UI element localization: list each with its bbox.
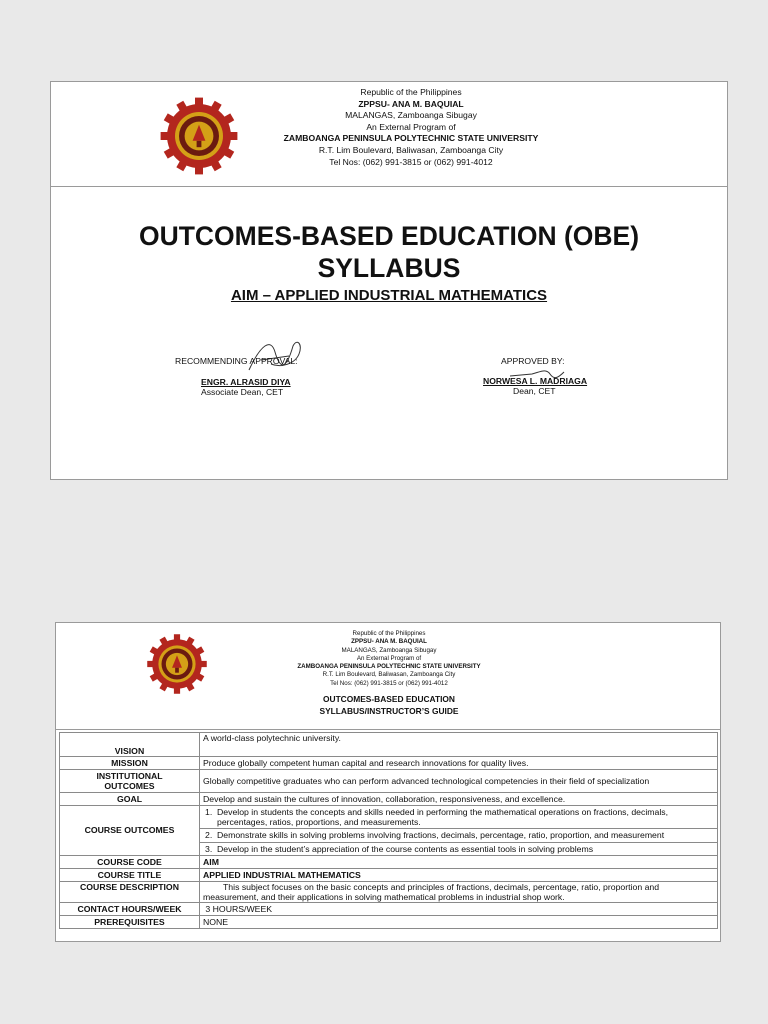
vision-label: VISION bbox=[60, 733, 200, 757]
mission-value: Produce globally competent human capital and research innovations for quality lives. bbox=[200, 757, 718, 770]
list-item bbox=[200, 843, 717, 855]
contact-hours-value: 3 HOURS/WEEK bbox=[200, 903, 718, 916]
university-line: ZAMBOANGA PENINSULA POLYTECHNIC STATE UNIVERSITY bbox=[297, 663, 481, 671]
prerequisites-label: PREREQUISITES bbox=[60, 916, 200, 929]
table-row bbox=[60, 903, 718, 916]
outcome-number: 3. bbox=[205, 843, 213, 854]
vision-value: A world-class polytechnic university. bbox=[200, 733, 718, 757]
list-item bbox=[200, 829, 717, 842]
course-description-value: This subject focuses on the basic concepts and principles of fractions, decimals, percentage, ratio, proportion and measurement, and their applications in solving mathematical problems in industrial shop work. bbox=[200, 881, 718, 902]
course-code-value: AIM bbox=[200, 855, 718, 868]
letterhead bbox=[51, 82, 727, 187]
obe-line-2: SYLLABUS/INSTRUCTOR’S GUIDE bbox=[319, 705, 459, 716]
contact-hours-label: CONTACT HOURS/WEEK bbox=[60, 903, 200, 916]
table-row bbox=[60, 916, 718, 929]
syllabus-heading bbox=[239, 694, 539, 717]
university-seal-icon bbox=[146, 633, 208, 695]
course-description-label: COURSE DESCRIPTION bbox=[60, 881, 200, 902]
institutional-label-line-2: OUTCOMES bbox=[104, 781, 155, 791]
goal-label: GOAL bbox=[60, 793, 200, 806]
location-line: MALANGAS, Zamboanga Sibugay bbox=[345, 110, 477, 121]
course-title-label: COURSE TITLE bbox=[60, 868, 200, 881]
recommending-label: RECOMMENDING APPROVAL: bbox=[175, 356, 298, 366]
campus-line: ZPPSU- ANA M. BAQUIAL bbox=[351, 638, 427, 646]
course-code-label: COURSE CODE bbox=[60, 855, 200, 868]
table-row bbox=[60, 855, 718, 868]
goal-value: Develop and sustain the cultures of innovation, collaboration, responsiveness, and excellence. bbox=[200, 793, 718, 806]
address-line: R.T. Lim Boulevard, Baliwasan, Zamboanga City bbox=[318, 144, 504, 155]
course-outcomes-value bbox=[200, 806, 718, 856]
table-row bbox=[60, 733, 718, 757]
outcome-text: Develop in students the concepts and skills needed in performing the mathematical operations on fractions, decimals, percentages, ratios, proportions, and measurements. bbox=[217, 807, 669, 828]
letterhead-text bbox=[239, 630, 539, 688]
table-row bbox=[60, 770, 718, 793]
letterhead-text bbox=[211, 87, 611, 168]
approved-label: APPROVED BY: bbox=[501, 356, 565, 366]
outcome-number: 2. bbox=[205, 830, 213, 841]
syllabus-table bbox=[59, 732, 718, 929]
tel-line: Tel Nos: (062) 991-3815 or (062) 991-4012 bbox=[329, 156, 493, 167]
outcome-text: Demonstrate skills in solving problems involving fractions, decimals, percentage, ratio, proportion, and measurement bbox=[217, 830, 665, 841]
course-outcomes-label: COURSE OUTCOMES bbox=[60, 806, 200, 856]
mission-label: MISSION bbox=[60, 757, 200, 770]
obe-line-1: OUTCOMES-BASED EDUCATION bbox=[323, 694, 455, 704]
cover-page bbox=[50, 81, 728, 480]
table-row bbox=[60, 806, 718, 856]
prerequisites-value: NONE bbox=[200, 916, 718, 929]
course-title-value: APPLIED INDUSTRIAL MATHEMATICS bbox=[200, 868, 718, 881]
title-line-1: OUTCOMES-BASED EDUCATION (OBE) bbox=[138, 221, 640, 251]
university-line: ZAMBOANGA PENINSULA POLYTECHNIC STATE UNIVERSITY bbox=[283, 133, 539, 144]
outcome-text: Develop in the student’s appreciation of the course contents as essential tools in solving problems bbox=[217, 843, 594, 854]
address-line: R.T. Lim Boulevard, Baliwasan, Zamboanga City bbox=[322, 671, 456, 679]
table-row bbox=[60, 793, 718, 806]
program-line: An External Program of bbox=[366, 121, 456, 132]
recommending-role: Associate Dean, CET bbox=[201, 387, 284, 397]
institutional-outcomes-value: Globally competitive graduates who can perform advanced technological competencies in their field of specialization bbox=[200, 770, 718, 793]
republic-line: Republic of the Philippines bbox=[360, 87, 462, 97]
letterhead bbox=[56, 623, 720, 730]
program-line: An External Program of bbox=[356, 654, 422, 662]
location-line: MALANGAS, Zamboanga Sibugay bbox=[341, 646, 437, 654]
list-item bbox=[200, 806, 717, 829]
course-subtitle: AIM – APPLIED INDUSTRIAL MATHEMATICS bbox=[230, 287, 548, 304]
document-title bbox=[51, 220, 727, 284]
tel-line: Tel Nos: (062) 991-3815 or (062) 991-4012 bbox=[330, 679, 448, 687]
title-line-2: SYLLABUS bbox=[317, 253, 461, 283]
republic-line: Republic of the Philippines bbox=[352, 630, 426, 637]
institutional-outcomes-label bbox=[60, 770, 200, 793]
table-row bbox=[60, 881, 718, 902]
table-row bbox=[60, 757, 718, 770]
recommending-name: ENGR. ALRASID DIYA bbox=[201, 377, 291, 387]
institutional-label-line-1: INSTITUTIONAL bbox=[96, 770, 163, 781]
syllabus-page bbox=[55, 622, 721, 942]
approved-name: NORWESA L. MADRIAGA bbox=[483, 376, 588, 386]
campus-line: ZPPSU- ANA M. BAQUIAL bbox=[358, 98, 464, 109]
outcome-number: 1. bbox=[205, 807, 213, 817]
approved-role: Dean, CET bbox=[513, 386, 556, 396]
table-row bbox=[60, 868, 718, 881]
